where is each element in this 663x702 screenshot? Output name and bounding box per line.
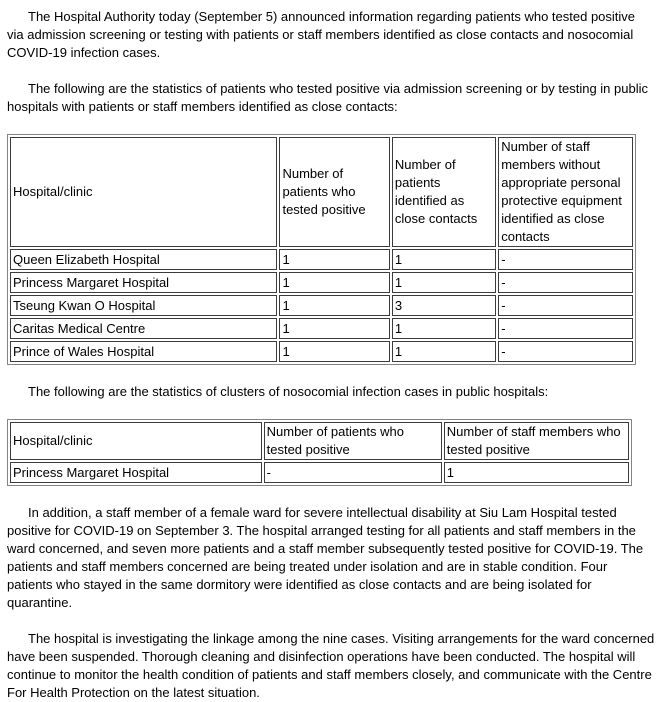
close-contacts-cell: 1 (392, 249, 496, 270)
patients-positive-cell: 1 (279, 318, 389, 339)
nosocomial-cluster-table (7, 419, 632, 486)
header-hospital-clinic: Hospital/clinic (10, 137, 277, 247)
staff-without-ppe-cell: - (498, 249, 633, 270)
close-contacts-cell: 1 (392, 341, 496, 362)
hospital-name-cell: Princess Margaret Hospital (10, 462, 262, 483)
hospital-name-cell: Princess Margaret Hospital (10, 272, 277, 293)
admission-screening-table (7, 134, 636, 365)
staff-without-ppe-cell: - (498, 295, 633, 316)
close-contacts-cell: 3 (392, 295, 496, 316)
header-patients-close-contacts: Number of patients identified as close contacts (392, 137, 496, 247)
paragraph-investigation-update: The hospital is investigating the linkage among the nine cases. Visiting arrangements for the ward concerned have been suspended. Thorough cleaning and disinfection operations have been conducted. The hospital will continue to monitor the health condition of patients and staff members closely, and communicate with the Centre For Health Protection on the latest situation. (7, 631, 655, 700)
header-patients-tested-positive: Number of patients who tested positive (279, 137, 389, 247)
header-hospital-clinic: Hospital/clinic (10, 422, 262, 460)
patients-positive-cell: 1 (279, 341, 389, 362)
staff-without-ppe-cell: - (498, 341, 633, 362)
paragraph-cluster-stats-intro: The following are the statistics of clusters of nosocomial infection cases in public hospitals: (28, 384, 549, 399)
cluster-table-header-row (10, 422, 629, 460)
admission-table-header-row (10, 137, 633, 247)
close-contacts-cell: 1 (392, 318, 496, 339)
hospital-name-cell: Tseung Kwan O Hospital (10, 295, 277, 316)
staff-without-ppe-cell: - (498, 318, 633, 339)
patients-positive-cell: 1 (279, 295, 389, 316)
header-staff-tested-positive: Number of staff members who tested positive (444, 422, 629, 460)
hospital-name-cell: Prince of Wales Hospital (10, 341, 277, 362)
patients-positive-cell: 1 (279, 249, 389, 270)
close-contacts-cell: 1 (392, 272, 496, 293)
header-patients-tested-positive: Number of patients who tested positive (264, 422, 442, 460)
table-row-princess-margaret (10, 272, 633, 293)
staff-without-ppe-cell: - (498, 272, 633, 293)
hospital-name-cell: Queen Elizabeth Hospital (10, 249, 277, 270)
table-row-caritas-medical (10, 318, 633, 339)
hospital-name-cell: Caritas Medical Centre (10, 318, 277, 339)
header-staff-without-ppe: Number of staff members without appropriate personal protective equipment identified as close contacts (498, 137, 633, 247)
paragraph-intro: The Hospital Authority today (September 5) announced information regarding patients who tested positive via admission screening or testing with patients or staff members identified as close contacts and nosocomial COVID-19 infection cases. (7, 9, 636, 60)
paragraph-siu-lam-update: In addition, a staff member of a female ward for severe intellectual disability at Siu Lam Hospital tested positive for COVID-19 on September 3. The hospital arranged testing for all patients and staff members in the ward concerned, and seven more patients and a staff member subsequently tested positive for COVID-19. The patients and staff members concerned are being treated under isolation and are in stable condition. Four patients who stayed in the same dormitory were identified as close contacts and are being isolated for quarantine. (7, 505, 644, 610)
patients-positive-cell: 1 (279, 272, 389, 293)
patients-positive-cell: - (264, 462, 442, 483)
table-row-queen-elizabeth (10, 249, 633, 270)
table-row-prince-of-wales (10, 341, 633, 362)
table-row-princess-margaret-cluster (10, 462, 629, 483)
paragraph-admission-stats-intro: The following are the statistics of patients who tested positive via admission screening or by testing in public hospitals with patients or staff members identified as close contacts: (7, 81, 648, 114)
staff-positive-cell: 1 (444, 462, 629, 483)
table-row-tseung-kwan-o (10, 295, 633, 316)
